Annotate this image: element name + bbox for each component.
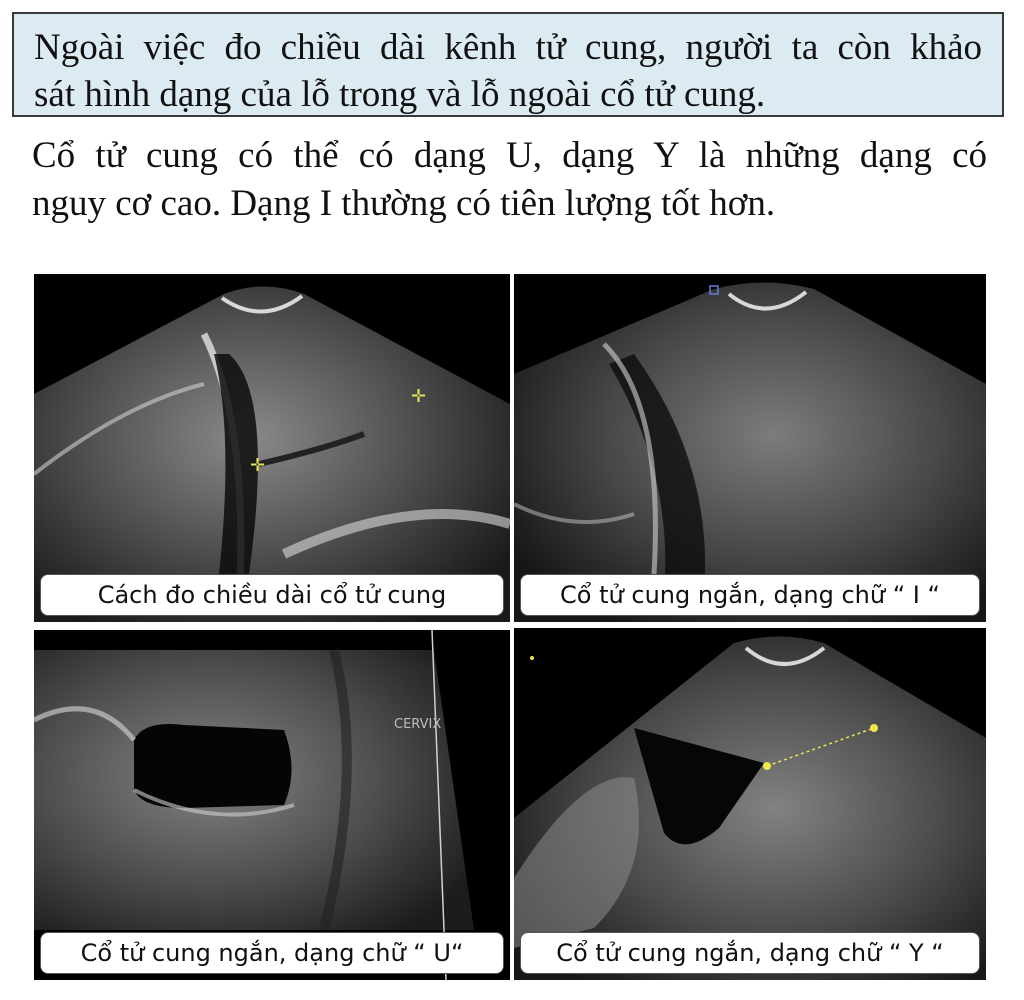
cervix-label: CERVIX: [394, 717, 442, 732]
ultrasound-panel-i-shape: [514, 274, 986, 622]
ultrasound-image: [34, 274, 510, 622]
intro-callout-box: [12, 12, 1004, 117]
callout-line-1: Ngoài việc đo chiều dài kênh tử cung, người ta còn khảo: [34, 27, 982, 68]
panel-caption: Cổ tử cung ngắn, dạng chữ “ U“: [40, 932, 504, 974]
ultrasound-image: [514, 628, 986, 980]
callout-line-2: sát hình dạng của lỗ trong và lỗ ngoài cổ tử cung.: [34, 74, 766, 115]
ultrasound-panel-u-shape: [34, 630, 510, 980]
panel-caption: Cách đo chiều dài cổ tử cung: [40, 574, 504, 616]
caliper-marker-icon: ✛: [411, 386, 427, 407]
panel-caption: Cổ tử cung ngắn, dạng chữ “ Y “: [520, 932, 980, 974]
ultrasound-panel-measurement: [34, 274, 510, 622]
body-paragraph: [32, 132, 987, 228]
ultrasound-image: [514, 274, 986, 622]
caliper-marker-icon: ✛: [250, 455, 266, 476]
panel-caption: Cổ tử cung ngắn, dạng chữ “ I “: [520, 574, 980, 616]
body-line-2: nguy cơ cao. Dạng I thường có tiên lượng tốt hơn.: [32, 183, 776, 224]
body-line-1: Cổ tử cung có thể có dạng U, dạng Y là những dạng có: [32, 135, 987, 176]
ultrasound-image: [34, 630, 510, 980]
ultrasound-panel-y-shape: [514, 628, 986, 980]
